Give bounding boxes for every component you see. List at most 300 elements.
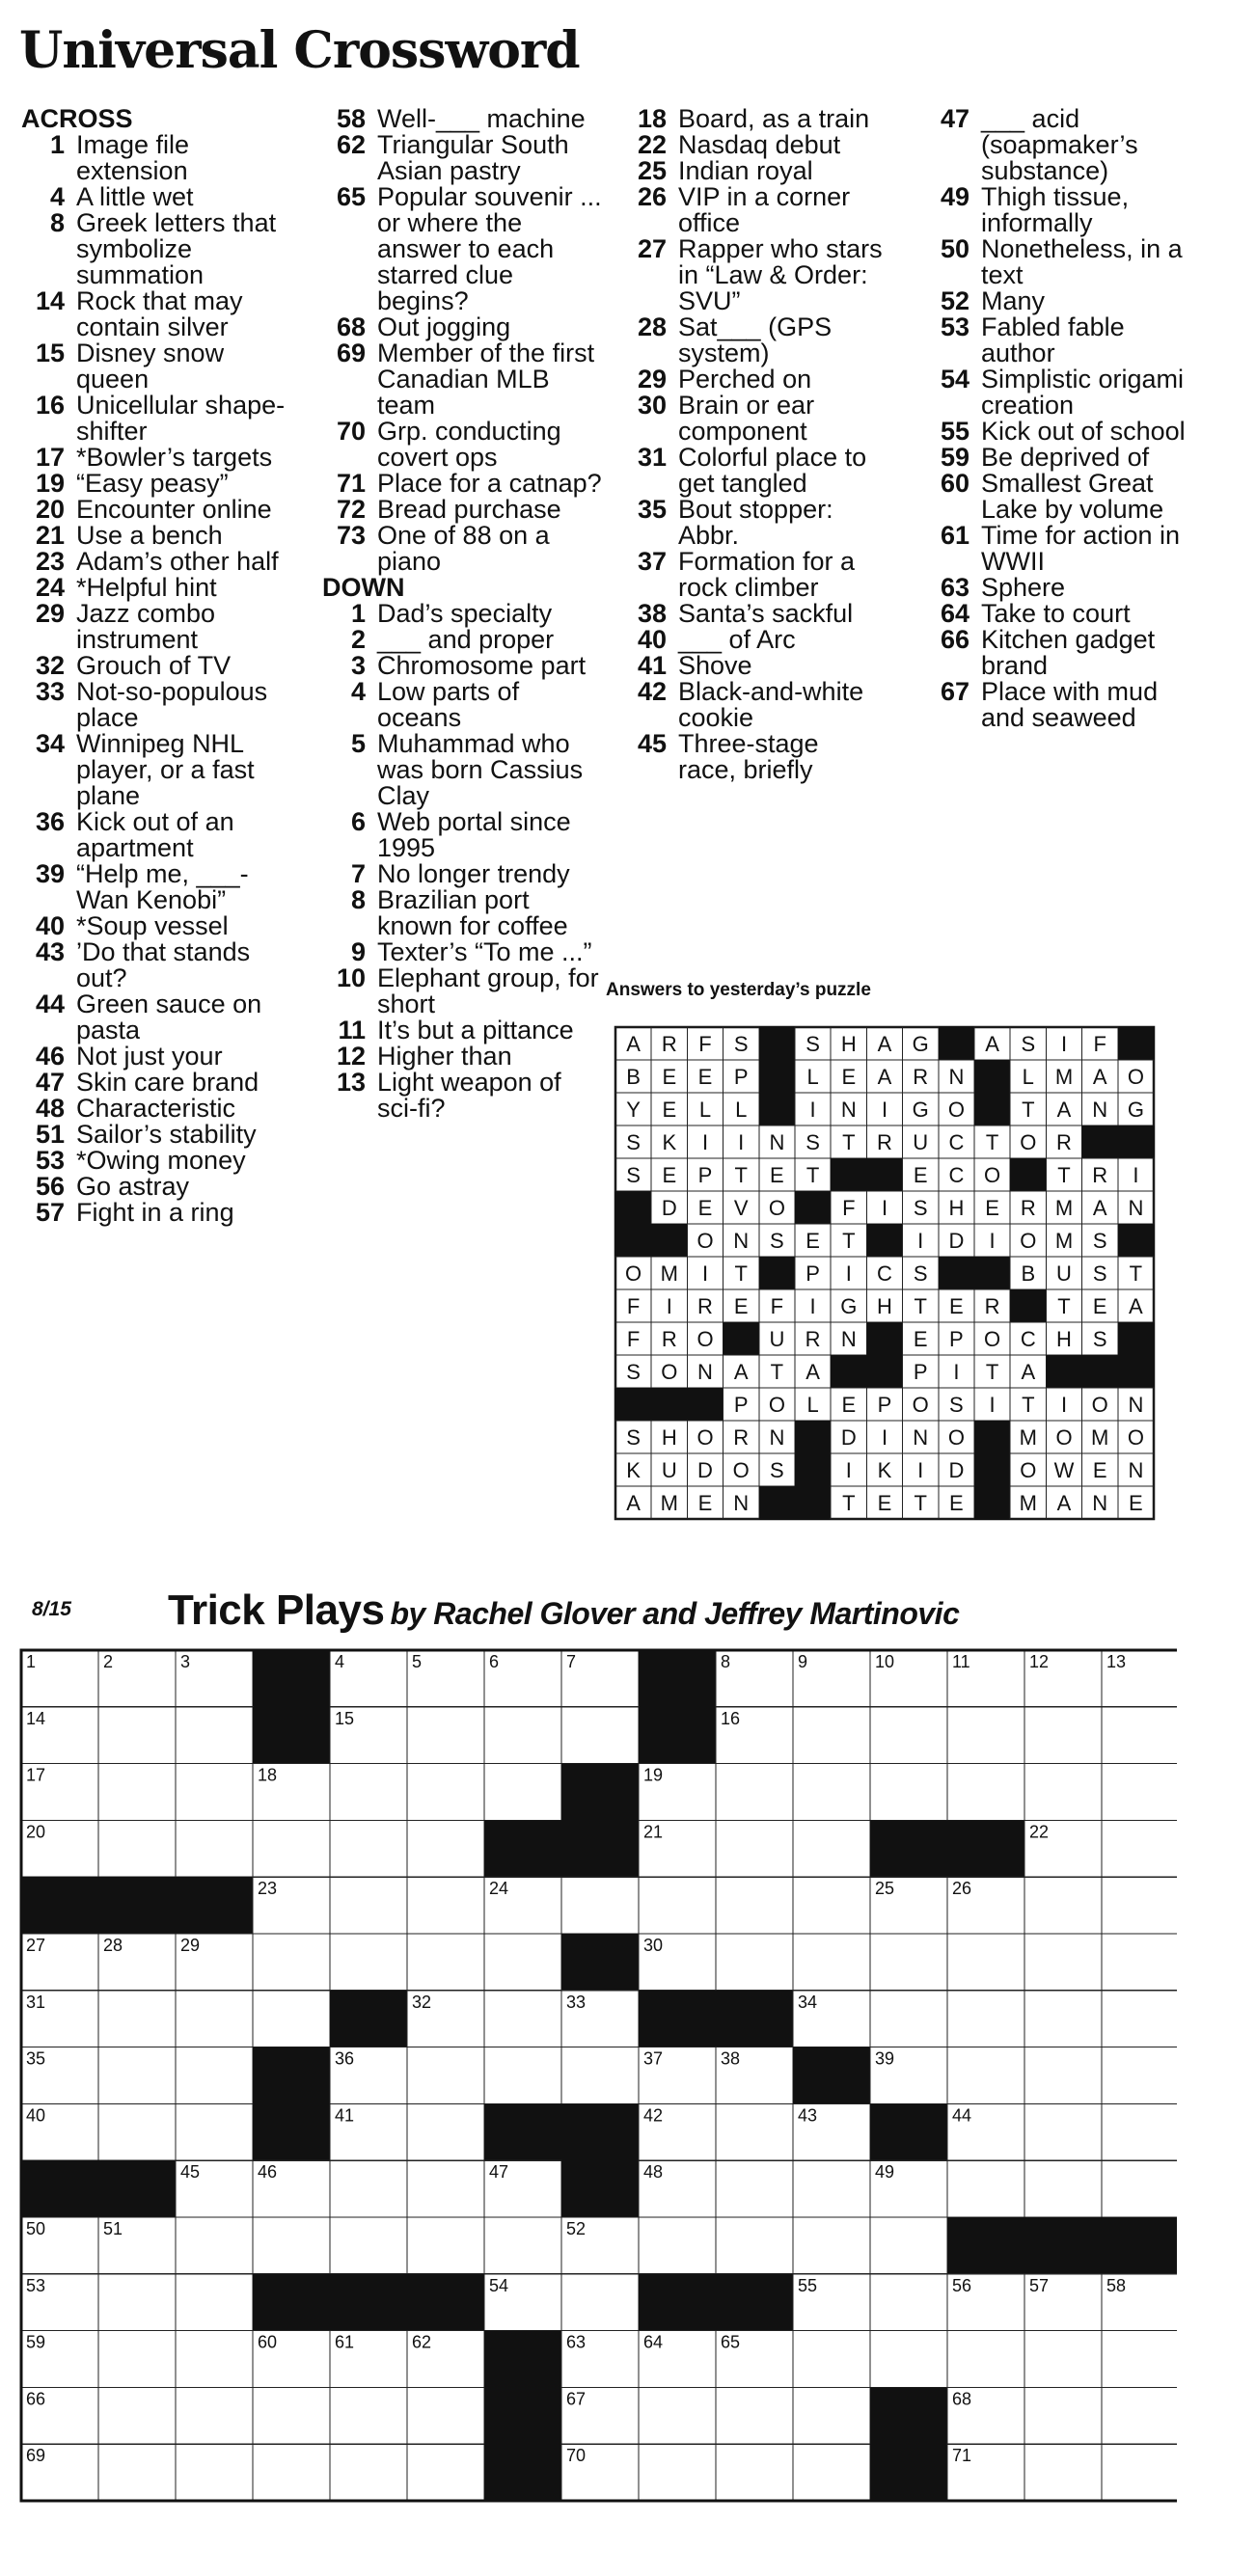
clue-text: Elephant group, for short [377,963,599,1018]
black-square [793,2047,871,2104]
cell-number: 39 [875,2048,895,2069]
cell-number: 64 [643,2332,664,2352]
black-square [484,2387,562,2444]
answer-black-square [866,1322,902,1355]
clue-number: 9 [350,937,366,966]
answer-black-square [831,1158,866,1191]
answers-label: Answers to yesterday’s puzzle [606,980,871,1000]
clue-item [623,158,884,184]
clue-number: 48 [35,1094,65,1123]
cell-number: 34 [798,1992,818,2012]
answer-letter: E [1129,1491,1143,1515]
cell-number: 32 [412,1992,432,2012]
answer-letter: E [949,1294,964,1318]
clue-number: 67 [940,677,969,706]
answer-letter: E [662,1098,677,1122]
answer-letter: E [697,1065,713,1089]
clue-item [322,809,602,861]
answer-letter: O [1091,1393,1108,1417]
answer-letter: N [769,1425,785,1450]
answer-letter: R [733,1425,750,1450]
answer-letter: I [809,1294,816,1318]
clue-number: 59 [940,443,969,472]
answer-letter: S [770,1458,784,1482]
clue-item [926,288,1187,314]
clue-item [926,445,1187,471]
answer-black-square [1082,1355,1118,1388]
clue-item [21,731,301,809]
answer-letter: D [697,1458,713,1482]
answer-letter: E [697,1196,713,1220]
cell-number: 1 [26,1652,37,1671]
puzzle-date: 8/15 [32,1598,71,1620]
black-square [561,2160,640,2217]
clue-number: 73 [336,521,366,550]
answer-letter: D [840,1425,857,1450]
puzzle-title: Trick Plays [168,1586,385,1634]
answer-letter: S [805,1032,820,1056]
clue-text: Greek letters that symbolize summation [76,208,277,289]
cell-number: 45 [180,2162,201,2183]
clue-text: Perched on [678,365,812,393]
crossword-grid [19,1648,1177,2516]
answer-letter: U [661,1458,677,1482]
answer-letter: S [913,1261,928,1286]
cell-number: 70 [566,2446,587,2466]
cell-number: 56 [952,2275,972,2295]
clue-text: *Soup vessel [76,911,229,940]
clue-number: 68 [336,312,366,341]
answer-letter: O [1020,1458,1037,1482]
clue-text: Brain or ear component [678,391,815,446]
clue-text: *Helpful hint [76,573,217,602]
answers-grid [614,1025,1175,1527]
clue-text: Muhammad who was born Cassius Clay [377,729,584,810]
answer-letter: H [1056,1327,1072,1351]
clue-number: 39 [35,859,65,888]
answer-black-square [759,1093,795,1125]
clue-item [926,184,1187,236]
clue-number: 2 [350,625,366,654]
clue-column-3 [623,106,884,783]
answer-letter: D [948,1458,965,1482]
answer-letter: A [877,1065,892,1089]
clue-text: ’Do that stands out? [76,937,251,992]
answer-letter: N [1128,1393,1144,1417]
answer-black-square [759,1060,795,1093]
clue-item [926,523,1187,575]
clue-number: 53 [35,1146,65,1175]
cell-number: 4 [335,1652,345,1671]
cell-number: 37 [643,2048,664,2069]
answer-letter: F [626,1294,641,1318]
clue-item [623,184,884,236]
answer-letter: E [662,1065,677,1089]
clue-text: Smallest Great Lake by volume [981,469,1164,524]
clue-number: 1 [49,130,65,159]
answer-letter: T [770,1360,784,1384]
answer-black-square [1082,1125,1118,1158]
black-square [407,2274,485,2331]
answer-letter: N [840,1098,857,1122]
answer-letter: E [770,1163,784,1187]
black-square [870,2444,948,2501]
clue-text: Colorful place to get tangled [678,443,867,498]
answer-letter: R [661,1327,677,1351]
clue-number: 61 [940,521,969,550]
cell-number: 58 [1106,2275,1127,2295]
black-square [561,1934,640,1991]
clue-text: ___ acid (soapmaker’s substance) [981,104,1138,185]
answer-letter: O [947,1425,965,1450]
answer-letter: E [877,1491,892,1515]
clue-number: 63 [940,573,969,602]
answer-letter: S [949,1393,964,1417]
clue-item [926,106,1187,184]
answer-letter: N [697,1360,713,1384]
clue-number: 64 [940,599,969,628]
answer-letter: T [914,1294,927,1318]
answer-black-square [651,1388,687,1421]
cell-number: 28 [103,1936,123,1955]
clue-number: 66 [940,625,969,654]
cell-number: 46 [258,2162,278,2183]
clue-number: 37 [637,547,667,576]
black-square [253,2047,331,2104]
cell-number: 54 [489,2275,509,2295]
cell-number: 14 [26,1708,46,1728]
answer-letter: U [769,1327,785,1351]
answer-letter: A [733,1360,749,1384]
black-square [639,1991,717,2047]
answer-letter: A [1056,1491,1072,1515]
answer-letter: R [1056,1130,1072,1154]
black-square [484,1820,562,1877]
black-square [330,1991,408,2047]
clue-item [21,809,301,861]
answer-black-square [687,1388,723,1421]
answer-black-square [795,1486,831,1519]
answer-letter: K [662,1130,677,1154]
answer-letter: C [948,1130,965,1154]
cell-number: 33 [566,1992,587,2012]
clue-item [322,731,602,809]
cell-number: 43 [798,2105,818,2126]
puzzle-title-line [168,1586,959,1635]
cell-number: 8 [721,1652,731,1671]
clue-item [21,991,301,1044]
clue-number: 21 [35,521,65,550]
clue-item [322,184,602,314]
clue-number: 5 [350,729,366,758]
answer-letter: S [626,1163,641,1187]
answer-letter: A [985,1032,999,1056]
answer-letter: E [662,1163,677,1187]
clue-number: 46 [35,1042,65,1071]
answer-letter: E [985,1196,999,1220]
answer-letter: U [1056,1261,1072,1286]
answer-letter: I [809,1098,816,1122]
cell-number: 3 [180,1652,191,1671]
answer-letter: K [626,1458,641,1482]
clue-text: Chromosome part [377,651,587,680]
answer-black-square [724,1322,759,1355]
cell-number: 18 [258,1765,278,1785]
clue-number: 71 [336,469,366,498]
answer-letter: B [1021,1261,1036,1286]
puzzle-byline: by Rachel Glover and Jeffrey Martinovic [390,1596,960,1631]
answer-letter: E [1092,1294,1107,1318]
clue-item [926,314,1187,366]
clue-text: Out jogging [377,312,511,341]
page-title: Universal Crossword [19,21,580,80]
clue-number: 35 [637,495,667,524]
clue-item [623,627,884,653]
answer-letter: L [806,1065,819,1089]
answer-black-square [795,1421,831,1453]
black-square [561,1764,640,1821]
answer-letter: O [625,1261,642,1286]
answer-letter: N [913,1425,929,1450]
cell-number: 67 [566,2389,587,2409]
answer-letter: O [1127,1425,1144,1450]
cell-number: 16 [721,1708,741,1728]
cell-number: 21 [643,1822,664,1842]
clue-number: 56 [35,1172,65,1201]
clue-item [926,366,1187,419]
clue-text: Rapper who stars in “Law & Order: SVU” [678,234,883,315]
answer-letter: P [913,1360,928,1384]
clue-column-4 [926,106,1187,731]
clue-number: 40 [637,625,667,654]
answer-black-square [1118,1322,1154,1355]
clue-section-header: ACROSS [21,104,133,133]
cell-number: 6 [489,1652,500,1671]
answer-black-square [974,1257,1010,1289]
clue-number: 34 [35,729,65,758]
clue-item [623,106,884,132]
clue-text: “Help me, ___-Wan Kenobi” [76,859,249,914]
answer-letter: I [989,1229,996,1253]
clue-number: 47 [35,1068,65,1097]
clue-item [623,549,884,601]
clue-item [21,288,301,340]
clue-item [926,236,1187,288]
clue-item [322,861,602,887]
cell-number: 30 [643,1936,664,1955]
answer-black-square [939,1027,974,1060]
clue-number: 42 [637,677,667,706]
answer-letter: F [1093,1032,1106,1056]
clue-text: Disney snow queen [76,339,225,393]
clue-number: 38 [637,599,667,628]
clue-section-header: DOWN [322,573,405,602]
answer-letter: V [733,1196,749,1220]
answer-letter: O [912,1393,929,1417]
clue-item [21,497,301,523]
clue-number: 72 [336,495,366,524]
clue-item [21,575,301,601]
answer-letter: H [877,1294,892,1318]
answer-black-square [651,1224,687,1257]
answer-letter: O [947,1098,965,1122]
answer-letter: L [698,1098,712,1122]
clue-column-2 [322,106,602,1122]
answer-letter: A [805,1360,820,1384]
clue-number: 45 [637,729,667,758]
clue-number: 60 [940,469,969,498]
answer-letter: M [1019,1491,1037,1515]
answer-black-square [866,1355,902,1388]
clue-number: 55 [940,417,969,446]
clue-text: Green sauce on pasta [76,990,262,1044]
clue-text: Formation for a rock climber [678,547,856,602]
black-square [253,1650,331,1707]
answer-letter: A [1092,1065,1107,1089]
answer-letter: A [1021,1360,1036,1384]
clue-number: 57 [35,1198,65,1227]
cell-number: 61 [335,2332,355,2352]
cell-number: 11 [952,1652,970,1671]
answer-letter: L [1022,1065,1034,1089]
answer-letter: A [626,1491,641,1515]
answer-letter: P [805,1261,820,1286]
answer-letter: F [626,1327,641,1351]
answer-letter: W [1053,1458,1075,1482]
clue-text: VIP in a corner office [678,182,851,237]
answer-letter: N [1092,1098,1108,1122]
answer-letter: I [845,1458,852,1482]
clue-item [623,601,884,627]
clue-text: A little wet [76,182,194,211]
answer-letter: M [1019,1425,1037,1450]
clue-text: Web portal since 1995 [377,807,571,862]
clue-number: 29 [35,599,65,628]
clue-item [322,106,602,132]
answer-letter: N [1128,1458,1144,1482]
clue-text: Place for a catnap? [377,469,602,498]
clue-text: Unicellular shape-shifter [76,391,286,446]
answer-letter: N [1092,1491,1108,1515]
black-square [639,1707,717,1764]
clue-number: 54 [940,365,969,393]
clue-item [926,627,1187,679]
clue-item [21,523,301,549]
clue-item [21,913,301,939]
clue-text: Many [981,286,1046,315]
answer-letter: E [841,1065,857,1089]
answer-letter: T [734,1261,748,1286]
clue-number: 12 [336,1042,366,1071]
clue-item [322,939,602,965]
clue-text: Grouch of TV [76,651,232,680]
answer-letter: M [660,1491,678,1515]
clue-number: 41 [637,651,667,680]
answer-letter: E [805,1229,820,1253]
answer-letter: T [1057,1294,1071,1318]
clue-item [322,887,602,939]
answer-letter: D [661,1196,677,1220]
clue-item [21,653,301,679]
cell-number: 7 [566,1652,577,1671]
cell-number: 50 [26,2219,46,2238]
clue-text: Triangular South Asian pastry [377,130,569,185]
clue-text: Adam’s other half [76,547,279,576]
answer-letter: O [768,1393,785,1417]
answer-letter: G [840,1294,858,1318]
answer-letter: C [948,1163,965,1187]
clue-text: Indian royal [678,156,813,185]
clue-item [926,575,1187,601]
answer-letter: R [913,1065,929,1089]
answer-letter: F [770,1294,784,1318]
clue-item [21,679,301,731]
cell-number: 41 [335,2105,355,2126]
clue-text: Texter’s “To me ...” [377,937,592,966]
answer-letter: O [1020,1130,1037,1154]
answer-letter: S [733,1032,749,1056]
clue-item [623,445,884,497]
answer-black-square [759,1027,795,1060]
clue-number: 29 [637,365,667,393]
clue-text: Take to court [981,599,1131,628]
clue-text: Fight in a ring [76,1198,234,1227]
black-square [484,2103,562,2160]
answer-letter: L [735,1098,748,1122]
answer-letter: I [701,1130,709,1154]
black-square [21,2160,99,2217]
answer-black-square [939,1257,974,1289]
cell-number: 25 [875,1879,895,1899]
answer-letter: S [770,1229,784,1253]
clue-text: *Owing money [76,1146,246,1175]
clue-text: Popular souvenir ... or where the answer to each starred clue begins? [377,182,602,315]
cell-number: 2 [103,1652,114,1671]
cell-number: 27 [26,1936,46,1955]
answer-letter: O [1127,1065,1144,1089]
clue-item [21,1200,301,1226]
answer-letter: S [913,1196,928,1220]
answer-black-square [1118,1224,1154,1257]
answer-letter: H [840,1032,857,1056]
answer-black-square [866,1158,902,1191]
clue-text: No longer trendy [377,859,570,888]
answer-black-square [1118,1027,1154,1060]
clue-text: Skin care brand [76,1068,259,1097]
answer-letter: I [1060,1393,1068,1417]
clue-number: 31 [637,443,667,472]
cell-number: 47 [489,2162,509,2183]
clue-number: 14 [35,286,65,315]
black-square [947,2217,1025,2274]
clue-item [21,549,301,575]
answer-letter: O [696,1229,714,1253]
clue-number: 13 [336,1068,366,1097]
clue-item [623,497,884,549]
black-square [98,2160,177,2217]
answer-letter: N [769,1130,785,1154]
answer-letter: O [696,1425,714,1450]
clue-text: Time for action in WWII [981,521,1181,576]
answer-letter: O [732,1458,750,1482]
cell-number: 69 [26,2446,46,2466]
clue-item [322,653,602,679]
clue-number: 7 [350,859,366,888]
answer-black-square [1010,1289,1046,1322]
clue-number: 22 [637,130,667,159]
clue-text: Not just your [76,1042,223,1071]
clue-item [926,471,1187,523]
